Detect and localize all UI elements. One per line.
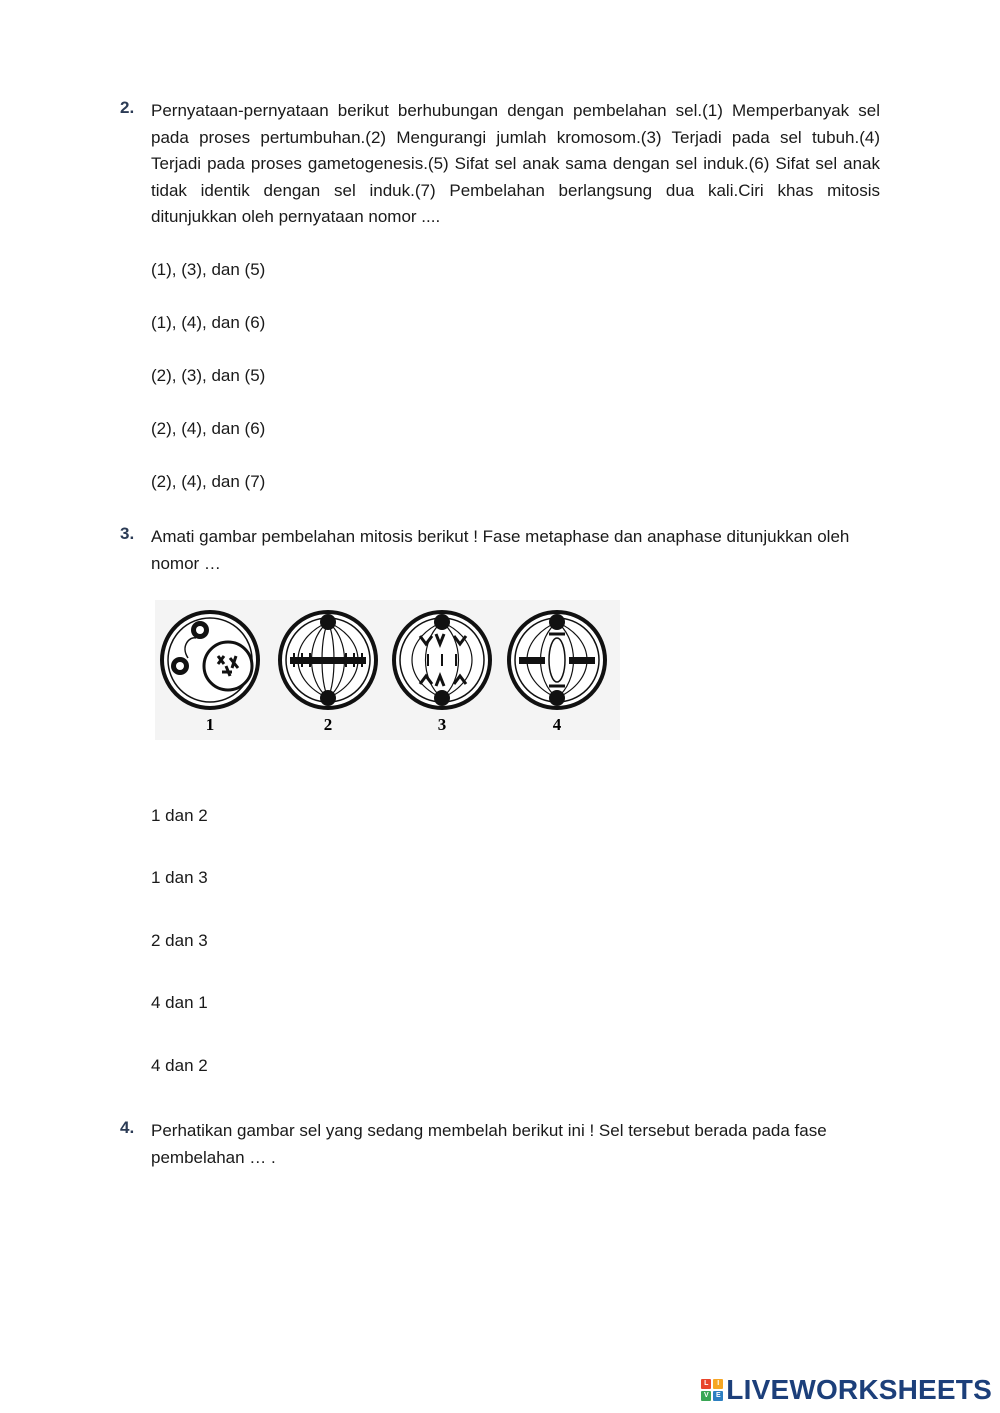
question-3 [120,524,880,577]
answer-option[interactable]: 4 dan 2 [151,1056,208,1075]
cell-3 [394,612,490,708]
answer-option[interactable]: (2), (4), dan (7) [151,472,266,491]
logo-mark-icon [701,1379,723,1401]
mitosis-figure [155,600,620,740]
answer-option[interactable]: (1), (3), dan (5) [151,260,266,279]
logo-mark-v: V [701,1391,711,1401]
question-number: 2. [120,98,135,117]
answer-option[interactable]: (1), (4), dan (6) [151,313,266,332]
answer-option[interactable]: (2), (3), dan (5) [151,366,266,385]
cell-label-2: 2 [323,715,333,734]
question-text: Pernyataan-pernyataan berikut berhubungan dengan pembelahan sel.(1) Memperbanyak sel pada proses pertumbuhan.(2) Mengurangi jumlah kromosom.(3) Terjadi pada sel tubuh.(4) Terjadi pada proses gametogenesis.(5) Sifat sel anak sama dengan sel induk.(6) Sifat sel anak tidak identik dengan sel induk.(7) Pembelahan berlangsung dua kali.Ciri khas mitosis ditunjukkan oleh pernyataan nomor .... [151,101,880,226]
logo-mark-i: I [713,1379,723,1389]
question-2 [120,98,880,231]
cell-label-1: 1 [205,715,215,734]
question-text: Perhatikan gambar sel yang sedang membelah berikut ini ! Sel tersebut berada pada fase pembelahan … . [151,1121,827,1167]
logo-mark-e: E [713,1391,723,1401]
cell-4 [509,612,605,708]
logo-text: LIVEWORKSHEETS [726,1374,992,1405]
question-number: 4. [120,1118,135,1137]
question-number: 3. [120,524,135,543]
cell-2 [280,612,376,708]
mitosis-diagram [155,600,620,740]
question-text: Amati gambar pembelahan mitosis berikut ! Fase metaphase dan anaphase ditunjukkan oleh nomor … [151,527,850,573]
cell-label-3: 3 [437,715,447,734]
answer-option[interactable]: 1 dan 3 [151,868,208,887]
cell-label-4: 4 [552,715,562,734]
cell-1 [162,612,258,708]
logo-mark-l: L [701,1379,711,1389]
liveworksheets-logo[interactable] [701,1375,992,1405]
answer-option[interactable]: 2 dan 3 [151,931,208,950]
answer-option[interactable]: 1 dan 2 [151,806,208,825]
answer-option[interactable]: (2), (4), dan (6) [151,419,266,438]
answer-option[interactable]: 4 dan 1 [151,993,208,1012]
question-4 [120,1118,880,1171]
